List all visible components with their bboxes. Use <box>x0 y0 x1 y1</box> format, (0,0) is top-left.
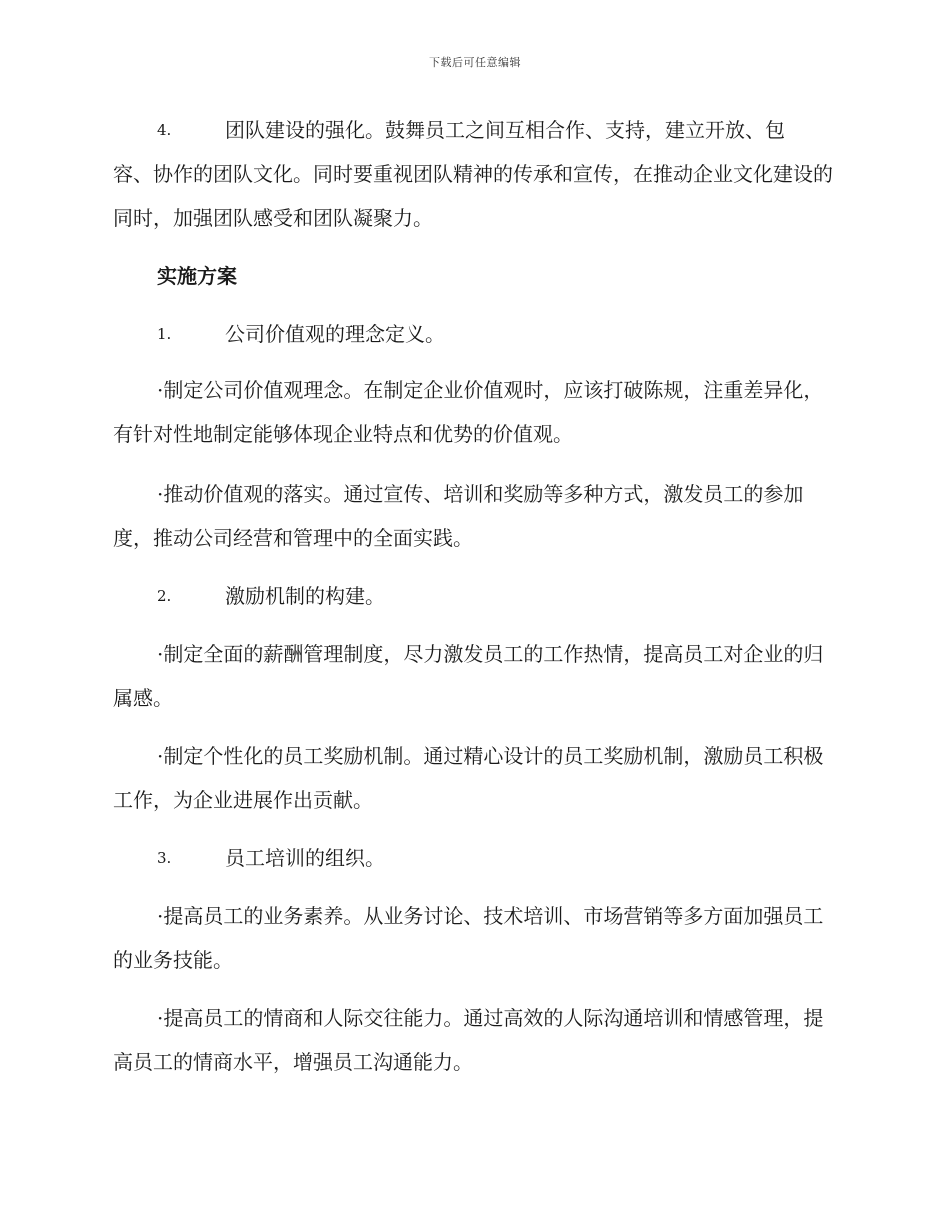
bullet-paragraph: ·制定个性化的员工奖励机制。通过精心设计的员工奖励机制，激励员工积极工作，为企业进展作出贡献。 <box>113 744 824 812</box>
list-number: 2. <box>157 587 172 605</box>
list-number: 1. <box>157 325 172 343</box>
bullet-paragraph: ·制定公司价值观理念。在制定企业价值观时，应该打破陈规，注重差异化，有针对性地制定能够体现企业特点和优势的价值观。 <box>113 378 824 446</box>
list-item-3 <box>113 836 833 880</box>
list-item-2 <box>113 574 833 618</box>
list-item-4 <box>113 108 833 240</box>
bullet-paragraph: ·提高员工的业务素养。从业务讨论、技术培训、市场营销等多方面加强员工的业务技能。 <box>113 904 824 972</box>
list-item-title: 激励机制的构建。 <box>225 584 385 608</box>
list-item-1 <box>113 312 833 356</box>
section-title: 实施方案 <box>157 264 237 288</box>
bullet-paragraph: ·推动价值观的落实。通过宣传、培训和奖励等多种方式，激发员工的参加度，推动公司经营和管理中的全面实践。 <box>113 482 804 550</box>
bullet-paragraph: ·提高员工的情商和人际交往能力。通过高效的人际沟通培训和情感管理，提高员工的情商水平，增强员工沟通能力。 <box>113 1006 824 1074</box>
list-item-continuation: 容、协作的团队文化。同时要重视团队精神的传承和宣传，在推动企业文化建设的同时，加强团队感受和团队凝聚力。 <box>113 162 833 230</box>
bullet-paragraph: ·制定全面的薪酬管理制度，尽力激发员工的工作热情，提高员工对企业的归属感。 <box>113 642 824 710</box>
list-number: 3. <box>157 849 172 867</box>
list-number: 4. <box>157 121 172 139</box>
list-item-title: 公司价值观的理念定义。 <box>225 322 445 346</box>
list-item-line-1: 团队建设的强化。鼓舞员工之间互相合作、支持，建立开放、包 <box>225 118 785 142</box>
list-item-title: 员工培训的组织。 <box>225 846 385 870</box>
page-header: 下载后可任意编辑 <box>429 56 521 69</box>
